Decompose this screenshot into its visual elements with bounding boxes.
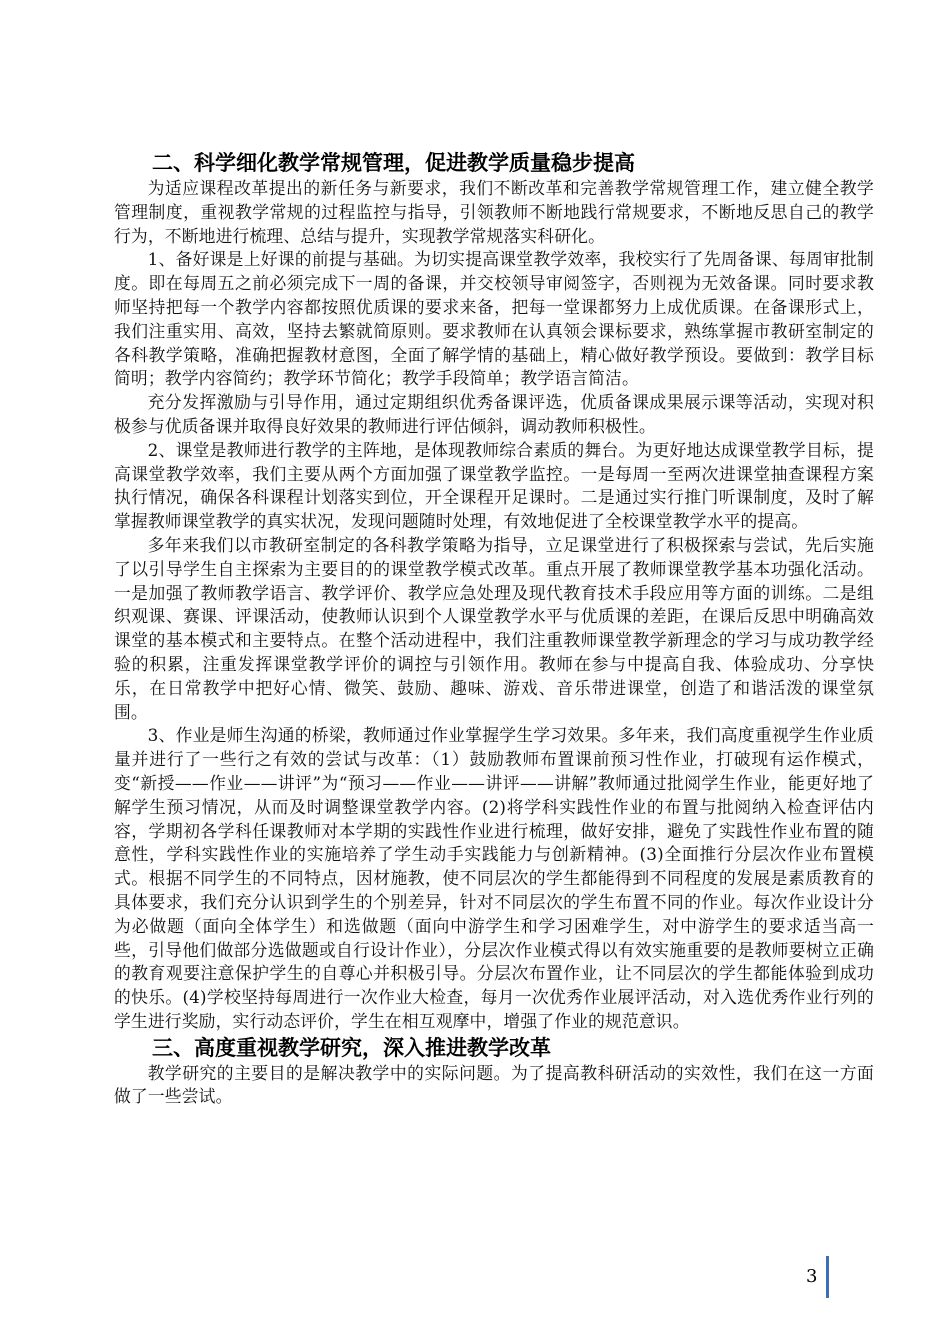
paragraph: 充分发挥激励与引导作用，通过定期组织优秀备课评选，优质备课成果展示课等活动，实现对积极参与优质备课并取得良好效果的教师进行评估倾斜，调动教师积极性。 (114, 392, 874, 436)
page-content (114, 150, 874, 1109)
paragraph: 多年来我们以市教研室制定的各科教学策略为指导，立足课堂进行了积极探索与尝试，先后实施了以引导学生自主探索为主要目的的课堂教学模式改革。重点开展了教师课堂教学基本功强化活动。一是加强了教师教学语言、教学评价、教学应急处理及现代教育技术手段应用等方面的训练。二是组织观课、赛课、评课活动，使教师认识到个人课堂教学水平与优质课的差距，在课后反思中明确高效课堂的基本模式和主要特点。在整个活动进程中，我们注重教师课堂教学新理念的学习与成功教学经验的积累，注重发挥课堂教学评价的调控与引领作用。教师在参与中提高自我、体验成功、分享快乐，在日常教学中把好心情、微笑、鼓励、趣味、游戏、音乐带进课堂，创造了和谐活泼的课堂氛围。 (114, 534, 874, 722)
paragraph: 2、课堂是教师进行教学的主阵地，是体现教师综合素质的舞台。为更好地达成课堂教学目标，提高课堂教学效率，我们主要从两个方面加强了课堂教学监控。一是每周一至两次进课堂抽查课程方案执行情况，确保各科课程计划落实到位，开全课程开足课时。二是通过实行推门听课制度，及时了解掌握教师课堂教学的真实状况，发现问题随时处理，有效地促进了全校课堂教学水平的提高。 (114, 439, 874, 532)
section-heading-2: 二、科学细化教学常规管理，促进教学质量稳步提高 (152, 151, 635, 175)
paragraph: 1、备好课是上好课的前提与基础。为切实提高课堂教学效率，我校实行了先周备课、每周审批制度。即在每周五之前必须完成下一周的备课，并交校领导审阅签字，否则视为无效备课。同时要求教师坚持把每一个教学内容都按照优质课的要求来备，把每一堂课都努力上成优质课。在备课形式上，我们注重实用、高效，坚持去繁就简原则。要求教师在认真领会课标要求，熟练掌握市教研室制定的各科教学策略，准确把握教材意图，全面了解学情的基础上，精心做好教学预设。要做到：教学目标简明；教学内容简约；教学环节简化；教学手段简单；教学语言简洁。 (114, 249, 874, 389)
page-number-bar (826, 1256, 829, 1298)
paragraph: 为适应课程改革提出的新任务与新要求，我们不断改革和完善教学常规管理工作，建立健全教学管理制度，重视教学常规的过程监控与指导，引领教师不断地践行常规要求，不断地反思自己的教学行为，不断地进行梳理、总结与提升，实现教学常规落实科研化。 (114, 178, 874, 246)
paragraph: 3、作业是师生沟通的桥梁，教师通过作业掌握学生学习效果。多年来，我们高度重视学生作业质量并进行了一些行之有效的尝试与改革：（1）鼓励教师布置课前预习性作业，打破现有运作模式，变“新授——作业——讲评”为“预习——作业——讲评——讲解”教师通过批阅学生作业，能更好地了解学生预习情况，从而及时调整课堂教学内容。(2)将学科实践性作业的布置与批阅纳入检查评估内容，学期初各学科任课教师对本学期的实践性作业进行梳理，做好安排，避免了实践性作业布置的随意性，学科实践性作业的实施培养了学生动手实践能力与创新精神。(3)全面推行分层次作业布置模式。根据不同学生的不同特点，因材施教，使不同层次的学生都能得到不同程度的发展是素质教育的具体要求，我们充分认识到学生的个别差异，针对不同层次的学生布置不同的作业。每次作业设计分为必做题（面向全体学生）和选做题（面向中游学生和学习困难学生，对中游学生的要求适当高一些，引导他们做部分选做题或自行设计作业），分层次作业模式得以有效实施重要的是教师要树立正确的教育观要注意保护学生的自尊心并积极引导。分层次布置作业，让不同层次的学生都能体验到成功的快乐。(4)学校坚持每周进行一次作业大检查，每月一次优秀作业展评活动，对入选优秀作业行列的学生进行奖励，实行动态评价，学生在相互观摩中，增强了作业的规范意识。 (114, 725, 874, 1031)
section-heading-3: 三、高度重视教学研究，深入推进教学改革 (152, 1035, 551, 1060)
page-number: 3 (806, 1266, 818, 1287)
paragraph: 教学研究的主要目的是解决教学中的实际问题。为了提高教科研活动的实效性，我们在这一方面做了一些尝试。 (114, 1062, 874, 1107)
